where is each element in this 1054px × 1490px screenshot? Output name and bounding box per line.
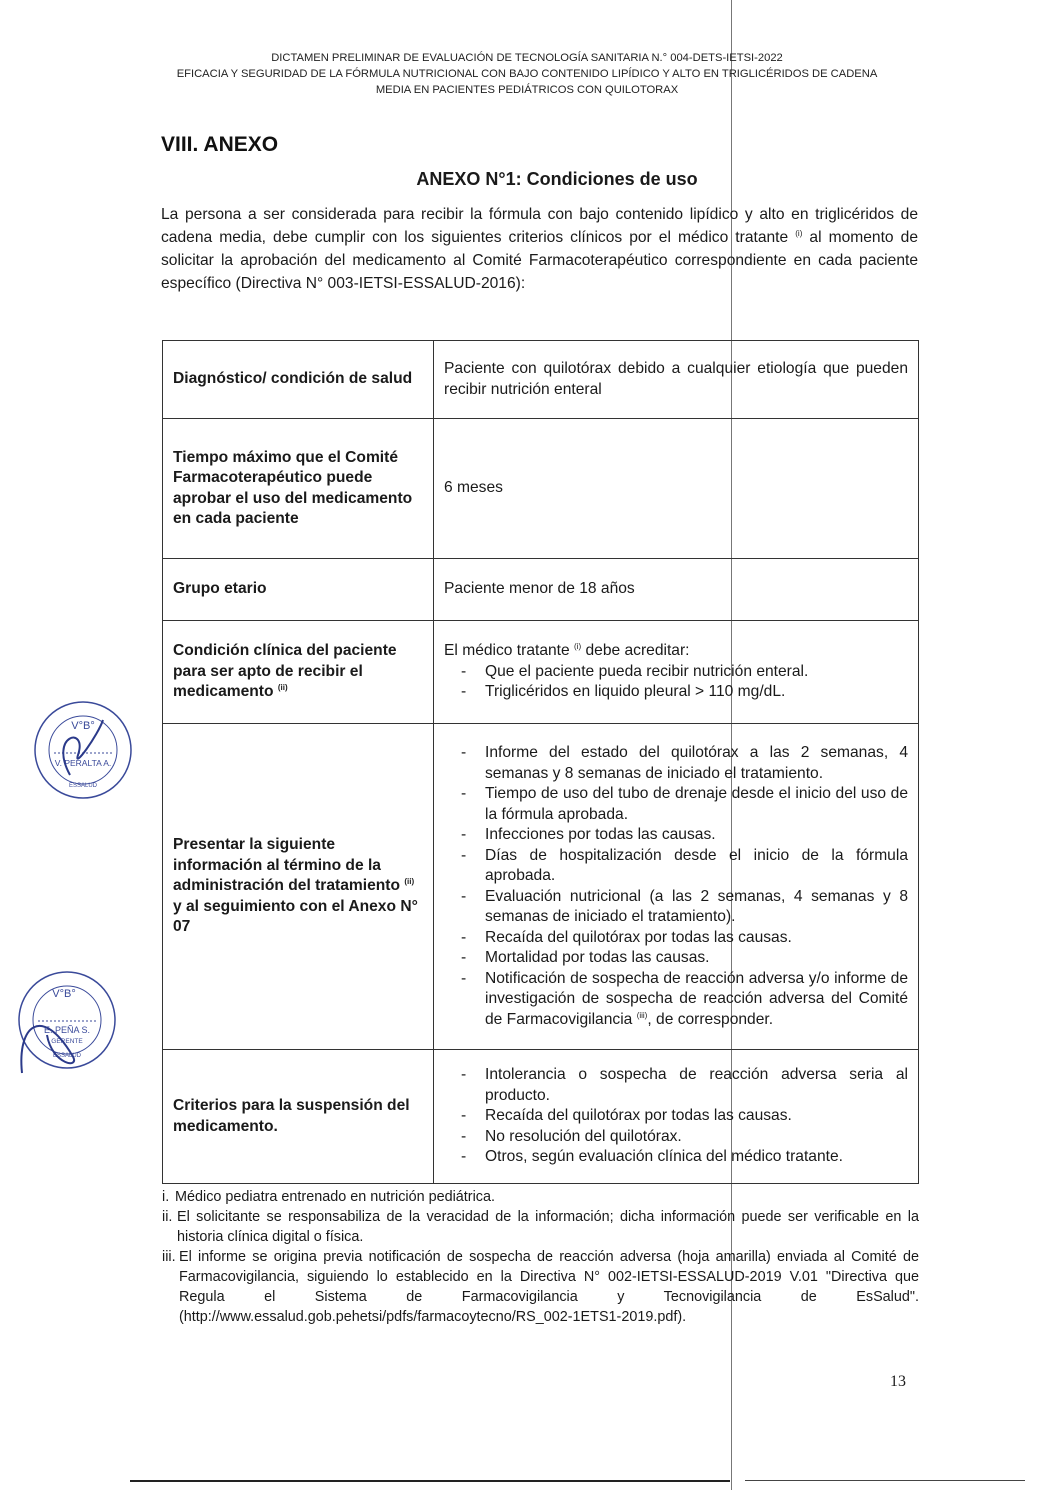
footnote-number: i. [162, 1189, 170, 1205]
footnote-text: El informe se origina previa notificación de sospecha de reacción adversa (hoja amarilla) enviada al Comité de Farmacovigilancia, siguiendo lo establecido en la Directiva N° 002-IETSI-ESSALUD-2019 V.01 "Directiva que Regula el Sistema de Farmacovigilancia y Tecnovigilancia de EsSalud". (http://www.essalud.gob.pehetsi/pdfs/farmacoytecno/RS_002-1ETS1-2019.pdf). [179, 1249, 919, 1325]
list-item: - Informe del estado del quilotórax a las 2 semanas, 4 semanas y 8 semanas de iniciado el tratamiento. [444, 743, 908, 784]
stamp-2-bottom: ESSALUD [52, 1053, 82, 1059]
table-row [163, 724, 919, 1050]
row-value [434, 621, 919, 724]
scan-bottom-line [130, 1480, 730, 1482]
stamp-1-bottom: ESSALUD [68, 783, 98, 789]
intro-text: El médico tratante [444, 642, 570, 660]
intro-paragraph [161, 203, 918, 295]
table-row [163, 1050, 919, 1184]
approval-stamp-2 [12, 965, 122, 1080]
item-text-b: , de corresponder. [647, 1010, 774, 1028]
footnote [162, 1187, 919, 1207]
row-value: 6 meses [434, 419, 919, 559]
header-line-1: DICTAMEN PRELIMINAR DE EVALUACIÓN DE TECNOLOGÍA SANITARIA N.° 004-DETS-IETSI-2022 [271, 52, 783, 64]
list-item: - Triglicéridos en liquido pleural > 110 mg/dL. [444, 682, 908, 703]
footnotes [162, 1187, 919, 1327]
row-label-sup: (ii) [404, 877, 415, 887]
page-number: 13 [890, 1373, 906, 1390]
section-title: VIII. ANEXO [161, 133, 279, 156]
table-row [163, 559, 919, 621]
list-item [444, 969, 908, 1031]
scan-bottom-line-right [745, 1480, 1025, 1481]
row-label-text-a: Presentar la siguiente información al término de la administración del tratamiento [173, 836, 401, 895]
row-value: Paciente con quilotórax debido a cualquier etiología que pueden recibir nutrición enteral [434, 341, 919, 419]
annex-title: ANEXO N°1: Condiciones de uso [416, 169, 698, 189]
stamp-2-role: GERENTE [51, 1038, 83, 1045]
table-row [163, 341, 919, 419]
list-item: - Mortalidad por todas las causas. [444, 948, 908, 969]
header-line-3: MEDIA EN PACIENTES PEDIÁTRICOS CON QUILOTORAX [375, 84, 679, 96]
item-sup: (iii) [636, 1010, 648, 1020]
item-text-a: Notificación de sospecha de reacción adversa y/o informe de investigación de sospecha de reacción adversa del Comité de Farmacovigilancia [485, 969, 908, 1028]
row-label-text-b: y al seguimiento con el Anexo N° 07 [173, 897, 418, 936]
header-line-2: EFICACIA Y SEGURIDAD DE LA FÓRMULA NUTRICIONAL CON BAJO CONTENIDO LIPÍDICO Y ALTO EN TRIGLICÉRIDOS DE CADENA [176, 68, 878, 80]
row-value [434, 1050, 919, 1184]
stamp-2-name: E. PEÑA S. [43, 1025, 91, 1035]
list-item: - Evaluación nutricional (a las 2 semanas, 4 semanas y 8 semanas de iniciado el tratamiento). [444, 887, 908, 928]
suspension-list [444, 1065, 908, 1168]
footnote-text: El solicitante se responsabiliza de la veracidad de la información; dicha información puede ser verificable en la historia clínica digital o física. [177, 1209, 919, 1245]
list-item: - Otros, según evaluación clínica del médico tratante. [444, 1147, 908, 1168]
footnote [162, 1207, 919, 1247]
footnote-number: iii. [162, 1249, 176, 1265]
intro-text-1: La persona a ser considerada para recibir la fórmula con bajo contenido lipídico y alto en triglicéridos de cadena media, debe cumplir con los siguientes criterios clínicos por el médico tratante [161, 206, 918, 246]
row-value: Paciente menor de 18 años [434, 559, 919, 621]
criteria-list [444, 662, 908, 703]
intro-sup: (i) [574, 642, 582, 652]
row-label-sup: (ii) [277, 683, 288, 693]
list-item: - Intolerancia o sospecha de reacción adversa seria al producto. [444, 1065, 908, 1106]
stamp-2-vb: V°B° [52, 988, 76, 1000]
row-value-intro [444, 641, 908, 662]
row-label [163, 621, 434, 724]
row-label [163, 724, 434, 1050]
row-value [434, 724, 919, 1050]
row-label: Tiempo máximo que el Comité Farmacoterapéutico puede aprobar el uso del medicamento en cada paciente [163, 419, 434, 559]
list-item: - No resolución del quilotórax. [444, 1127, 908, 1148]
intro-end: debe acreditar: [581, 642, 690, 660]
conditions-table [162, 340, 919, 1184]
row-label-text: Condición clínica del paciente para ser apto de recibir el medicamento [173, 642, 397, 701]
list-item: - Días de hospitalización desde el inicio de la fórmula aprobada. [444, 846, 908, 887]
list-item: - Tiempo de uso del tubo de drenaje desde el inicio del uso de la fórmula aprobada. [444, 784, 908, 825]
intro-text-2: al momento de solicitar la aprobación del medicamento al Comité Farmacoterapéutico correspondiente en cada paciente específico (Directiva N° 003-IETSI-ESSALUD-2016): [161, 229, 918, 292]
intro-sup: (i) [795, 228, 803, 238]
table-row [163, 621, 919, 724]
row-label: Grupo etario [163, 559, 434, 621]
table-row [163, 419, 919, 559]
report-list [444, 743, 908, 1030]
footnote-number: ii. [162, 1209, 173, 1225]
list-item: - Recaída del quilotórax por todas las causas. [444, 1106, 908, 1127]
stamp-1-vb: V°B° [71, 720, 95, 732]
document-header [40, 50, 1014, 98]
row-label: Criterios para la suspensión del medicamento. [163, 1050, 434, 1184]
row-label: Diagnóstico/ condición de salud [163, 341, 434, 419]
list-item: - Que el paciente pueda recibir nutrición enteral. [444, 662, 908, 683]
list-item: - Infecciones por todas las causas. [444, 825, 908, 846]
footnote-text: Médico pediatra entrenado en nutrición pediátrica. [175, 1189, 495, 1205]
approval-stamp-1 [28, 695, 138, 805]
footnote [162, 1247, 919, 1327]
list-item: - Recaída del quilotórax por todas las causas. [444, 928, 908, 949]
stamp-1-name: V. PERALTA A. [54, 758, 112, 768]
